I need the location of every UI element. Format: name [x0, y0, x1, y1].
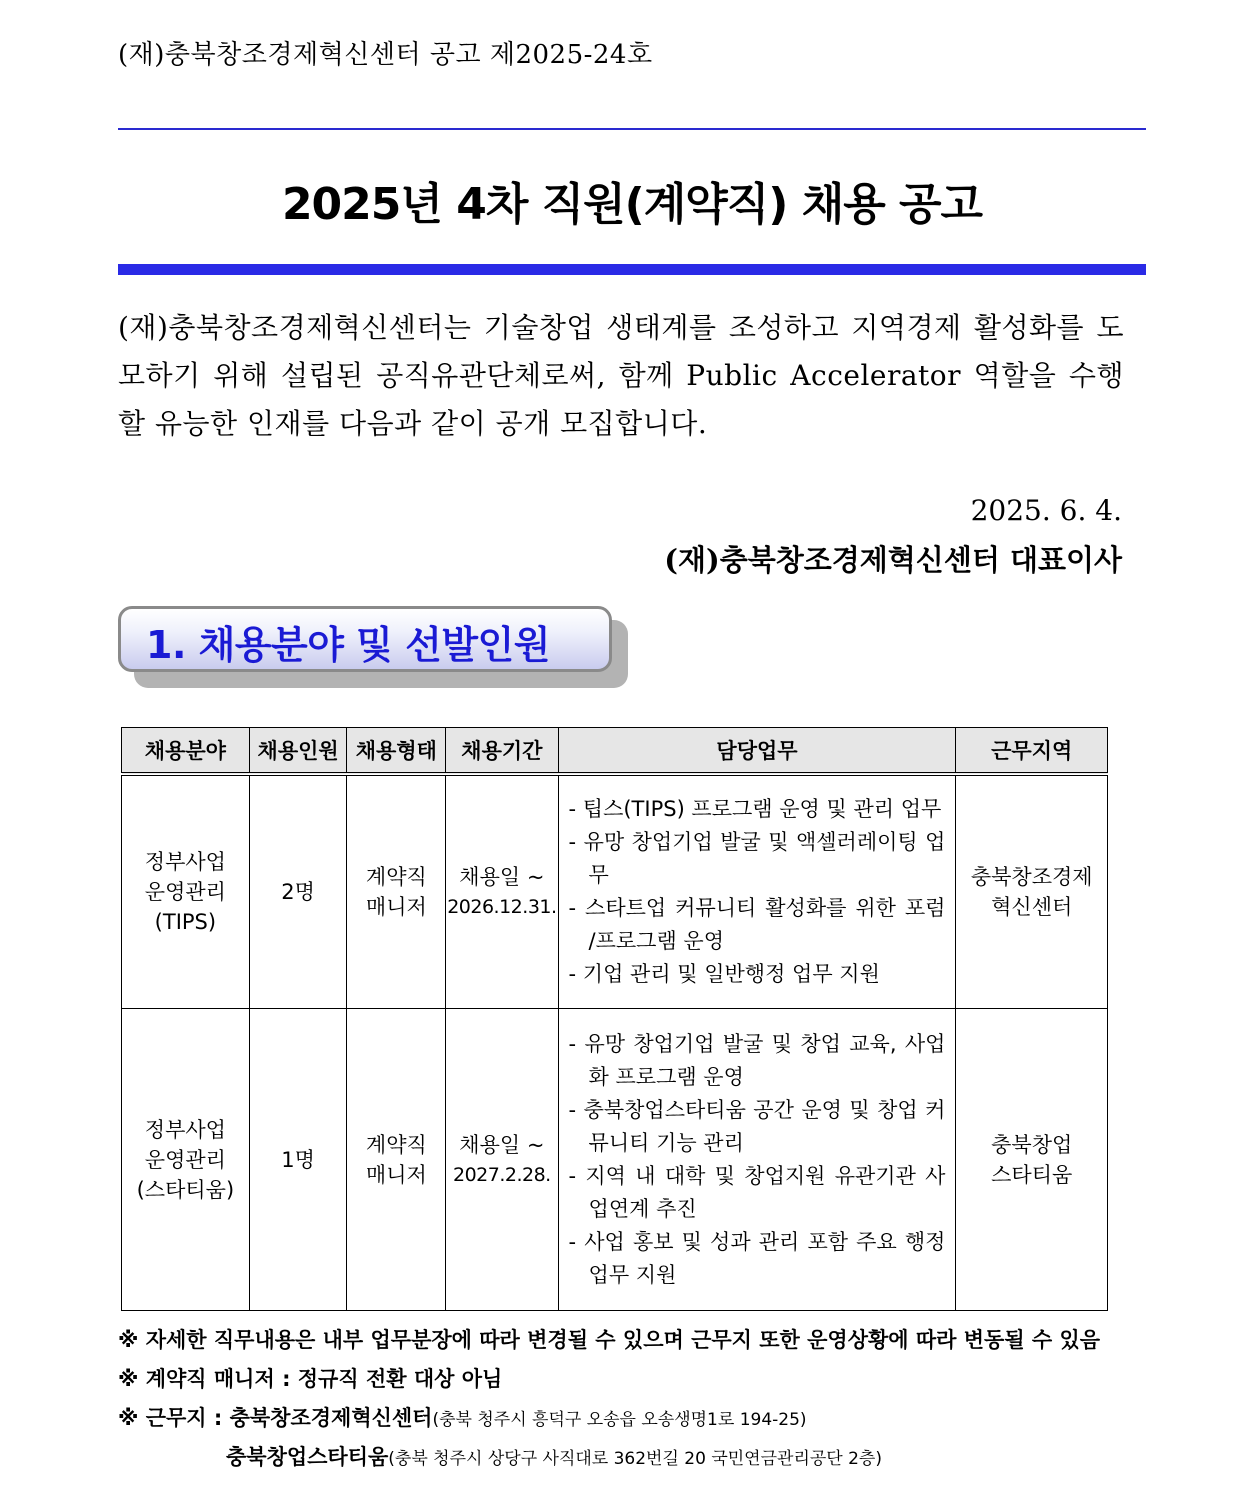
cell-field [122, 774, 250, 1009]
intro-paragraph: (재)충북창조경제혁신센터는 기술창업 생태계를 조성하고 지역경제 활성화를 도모하기 위해 설립된 공직유관단체로써, 함께 Public Accelerator 역할을 수행할 유능한 인재를 다음과 같이 공개 모집합니다. [118, 311, 1124, 440]
header-field: 채용분야 [122, 728, 250, 775]
table-row [122, 1009, 1108, 1311]
note-contract: ※ 계약직 매니저 : 정규직 전환 대상 아님 [118, 1367, 503, 1391]
cell-period [446, 1009, 558, 1311]
duty-item: - 기업 관리 및 일반행정 업무 지원 [568, 962, 880, 986]
cell-type [347, 1009, 446, 1311]
workplace-2-address: (충북 청주시 상당구 사직대로 362번길 20 국민연금관리공단 2층) [388, 1449, 882, 1469]
workplace-2-label: 충북창업스타티움 [226, 1445, 389, 1469]
title-divider [118, 264, 1146, 275]
header-period: 채용기간 [446, 728, 558, 775]
cell-location [956, 1009, 1108, 1311]
header-location: 근무지역 [956, 728, 1108, 775]
cell-field [122, 1009, 250, 1311]
duty-item: - 팁스(TIPS) 프로그램 운영 및 관리 업무 [568, 797, 942, 821]
workplace-1-address: (충북 청주시 흥덕구 오송읍 오송생명1로 194-25) [432, 1410, 807, 1430]
page-title: 2025년 4차 직원(계약직) 채용 공고 [281, 179, 983, 230]
table-row [122, 774, 1108, 1009]
cell-duties [558, 774, 956, 1009]
cell-duties [558, 1009, 956, 1311]
cell-type [347, 774, 446, 1009]
cell-count: 1명 [249, 1009, 347, 1311]
note-duty-change: ※ 자세한 직무내용은 내부 업무분장에 따라 변경될 수 있으며 근무지 또한 운영상황에 따라 변동될 수 있음 [118, 1328, 1101, 1352]
workplace-1-label: ※ 근무지 : 충북창조경제혁신센터 [118, 1406, 433, 1430]
field-line: 운영관리 [144, 1147, 226, 1172]
type-line: 매니저 [365, 1162, 427, 1187]
header-count: 채용인원 [249, 728, 347, 775]
announcement-date: 2025. 6. 4. [970, 494, 1122, 527]
duty-item: - 스타트업 커뮤니티 활성화를 위한 포럼 /프로그램 운영 [568, 896, 946, 953]
cell-location [956, 774, 1108, 1009]
note-workplace-1 [118, 1400, 1100, 1439]
organization-signature: (재)충북창조경제혁신센터 대표이사 [664, 543, 1122, 577]
field-line: 정부사업 [144, 850, 226, 874]
period-line: 채용일 ~ [459, 1132, 545, 1157]
cell-count: 2명 [249, 774, 347, 1009]
duty-item: - 충북창업스타티움 공간 운영 및 창업 커뮤니티 기능 관리 [568, 1097, 946, 1155]
field-line: (스타티움) [136, 1177, 235, 1202]
header-duties: 담당업무 [558, 728, 956, 775]
location-line: 스타티움 [991, 1162, 1073, 1187]
cell-period [446, 774, 558, 1009]
period-line: 2027.2.28. [452, 1163, 551, 1186]
duty-item: - 유망 창업기업 발굴 및 액셀러레이팅 업무 [568, 830, 946, 887]
header-type: 채용형태 [347, 728, 446, 775]
notes-block [118, 1322, 1100, 1478]
type-line: 계약직 [365, 1132, 427, 1157]
notice-number: (재)충북창조경제혁신센터 공고 제2025-24호 [118, 40, 653, 70]
type-line: 계약직 [365, 865, 427, 889]
field-line: 운영관리 [144, 880, 226, 904]
section-title: 1. 채용분야 및 선발인원 [146, 623, 550, 667]
field-line: (TIPS) [154, 910, 217, 934]
location-line: 충북창조경제 [970, 865, 1093, 889]
recruitment-table [121, 727, 1108, 1311]
field-line: 정부사업 [144, 1117, 226, 1142]
duty-item: - 유망 창업기업 발굴 및 창업 교육, 사업화 프로그램 운영 [568, 1031, 946, 1089]
type-line: 매니저 [365, 895, 427, 919]
period-line: 채용일 ~ [459, 865, 545, 889]
duty-item: - 지역 내 대학 및 창업지원 유관기관 사업연계 추진 [568, 1163, 946, 1221]
location-line: 혁신센터 [991, 895, 1073, 919]
note-workplace-2 [118, 1439, 1100, 1478]
period-line: 2026.12.31. [447, 896, 557, 918]
duty-item: - 사업 홍보 및 성과 관리 포함 주요 행정 업무 지원 [568, 1229, 946, 1287]
table-header-row [122, 728, 1108, 775]
location-line: 충북창업 [991, 1132, 1073, 1157]
header-divider [118, 128, 1146, 130]
